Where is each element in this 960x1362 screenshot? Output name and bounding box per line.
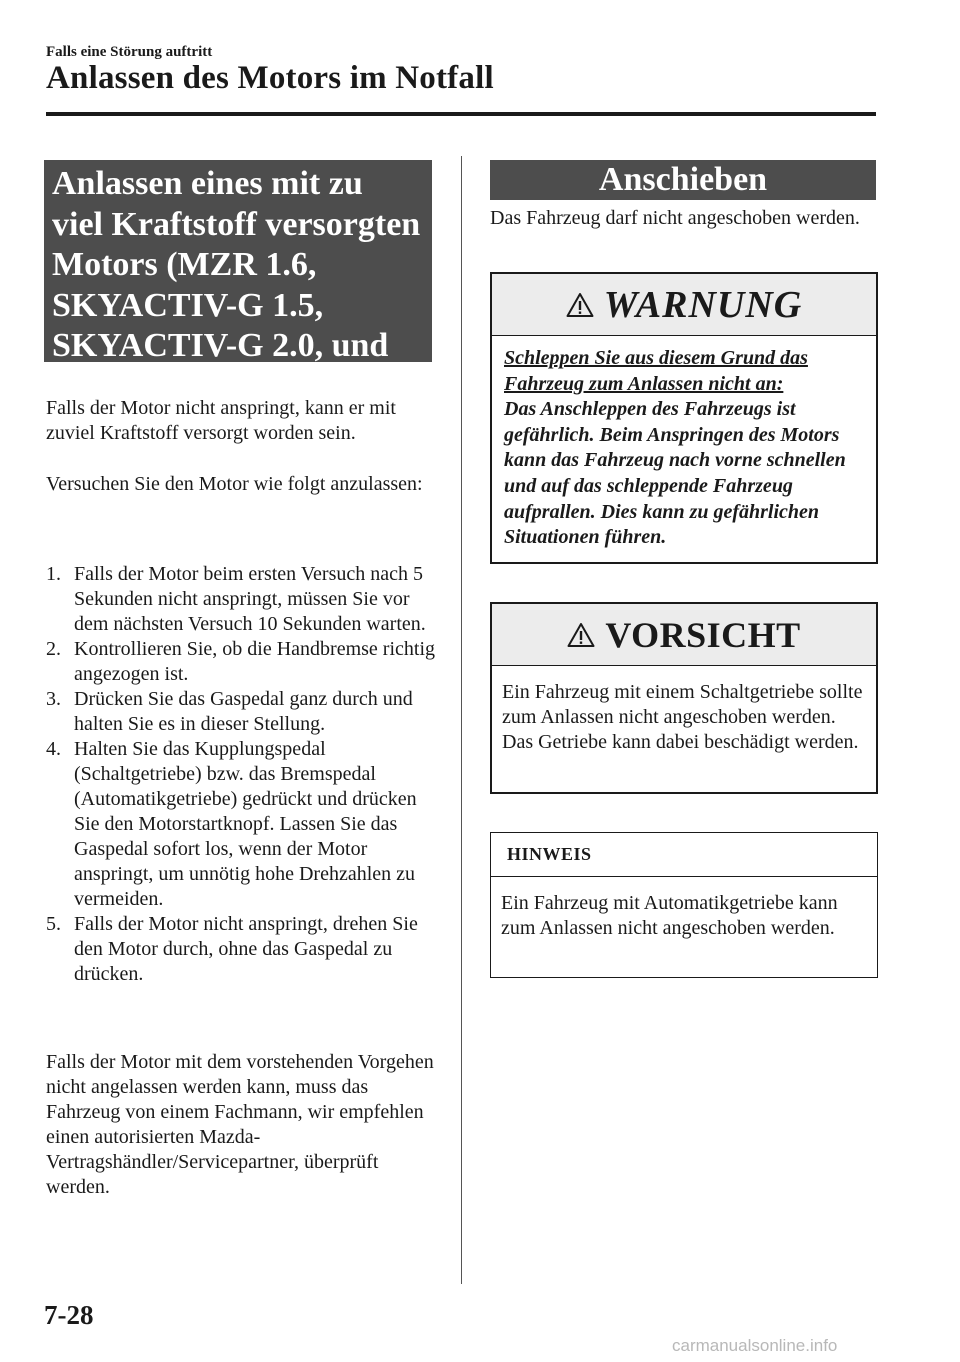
note-body: Ein Fahrzeug mit Automatikgetriebe kann zum Anlassen nicht angeschoben werden. (501, 892, 838, 939)
list-item (46, 737, 446, 912)
heading-line: viel Kraftstoff versorgten (52, 205, 421, 243)
warning-triangle-icon (566, 292, 594, 318)
step-list (46, 562, 446, 987)
step-number: 4. (46, 738, 61, 760)
step-number: 5. (46, 913, 61, 935)
heading-line: Motors (MZR 1.6, (52, 246, 317, 283)
push-start-paragraph: Das Fahrzeug darf nicht angeschoben werden. (490, 207, 860, 229)
warning-title: WARNUNG (603, 283, 803, 326)
right-section-heading: Anschieben (490, 160, 876, 200)
list-item (46, 562, 446, 637)
warning-body (492, 336, 876, 551)
step-text: Halten Sie das Kupplungspedal (Schaltgetriebe) bzw. das Bremspedal (Automatikgetriebe) gedrückt und drücken Sie den Motorstartknopf. Lassen Sie das Gaspedal sofort los, wenn der Motor anspringt, um unnötig hohe Drehzahlen zu vermeiden. (74, 738, 417, 910)
step-text: Falls der Motor beim ersten Versuch nach 5 Sekunden nicht anspringt, müssen Sie vor dem nächsten Versuch 10 Sekunden warten. (74, 563, 426, 635)
closing-paragraph: Falls der Motor mit dem vorstehenden Vorgehen nicht angelassen werden kann, muss das Fahrzeug von einem Fachmann, wir empfehlen einen autorisierten Mazda-Vertragshändler/Servicepartner, überprüft werden. (46, 1051, 434, 1198)
page-number: 7-28 (44, 1300, 94, 1330)
heading-line: SKYACTIV-G 2.5) (52, 367, 326, 405)
column-divider (461, 156, 462, 1284)
warning-triangle-icon (567, 622, 595, 648)
caution-title: VORSICHT (605, 614, 801, 655)
warning-emphasis: Schleppen Sie aus diesem Grund das Fahrzeug zum Anlassen nicht an: (504, 347, 808, 395)
list-item (46, 912, 446, 987)
step-number: 1. (46, 563, 61, 585)
warning-text: Das Anschleppen des Fahrzeugs ist gefährlich. Beim Anspringen des Motors kann das Fahrzeug nach vorne schnellen und auf das schleppende Fahrzeug aufprallen. Dies kann zu gefährlichen Situationen führen. (504, 398, 846, 549)
caution-box (490, 602, 878, 794)
step-text: Falls der Motor nicht anspringt, drehen Sie den Motor durch, ohne das Gaspedal zu drücken. (74, 913, 418, 985)
watermark: carmanualsonline.info (672, 1336, 838, 1355)
list-item (46, 687, 446, 737)
caution-body: Ein Fahrzeug mit einem Schaltgetriebe sollte zum Anlassen nicht angeschoben werden. Das Getriebe kann dabei beschädigt werden. (502, 681, 863, 753)
instruction-paragraph: Versuchen Sie den Motor wie folgt anzulassen: (46, 473, 423, 495)
step-text: Drücken Sie das Gaspedal ganz durch und halten Sie es in dieser Stellung. (74, 688, 413, 735)
note-header (491, 833, 877, 877)
list-item (46, 637, 446, 687)
warning-header (492, 274, 876, 336)
note-box (490, 832, 878, 978)
page-title: Anlassen des Motors im Notfall (46, 60, 494, 96)
step-number: 2. (46, 638, 61, 660)
warning-box (490, 272, 878, 564)
caution-header (492, 604, 876, 666)
intro-paragraph: Falls der Motor nicht anspringt, kann er mit zuviel Kraftstoff versorgt worden sein. (46, 397, 396, 444)
section-label: Falls eine Störung auftritt (46, 44, 213, 60)
title-rule (46, 112, 876, 116)
note-title: HINWEIS (507, 844, 592, 864)
step-text: Kontrollieren Sie, ob die Handbremse richtig angezogen ist. (74, 638, 436, 685)
heading-line: SKYACTIV-G 1.5, (52, 286, 324, 324)
heading-line: Anlassen eines mit zu (52, 165, 363, 202)
left-section-heading (44, 160, 432, 405)
step-number: 3. (46, 688, 61, 710)
heading-line: SKYACTIV-G 2.0, und (52, 327, 389, 364)
